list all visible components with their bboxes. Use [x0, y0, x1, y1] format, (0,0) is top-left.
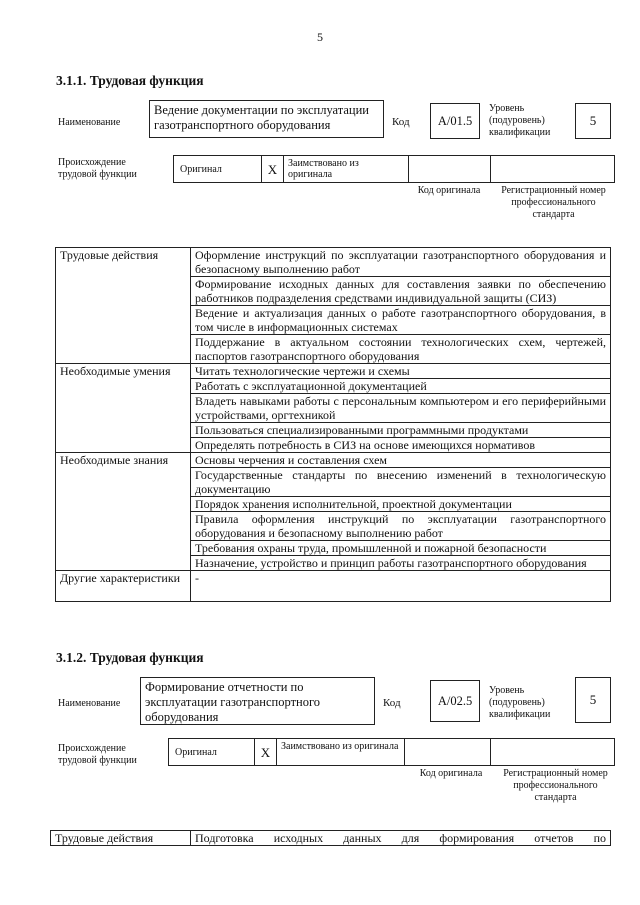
action-item: Подготовка исходных данных для формирования отчетов по: [191, 831, 611, 846]
reg-number-caption-2: Регистрационный номер профессионального стандарта: [503, 768, 608, 803]
skills-label: Необходимые умения: [56, 364, 191, 453]
function-details-table-2: [50, 830, 611, 846]
knowledge-item: Правила оформления инструкций по эксплуатации газотранспортного оборудования и безопасному выполнению работ: [191, 512, 611, 541]
original-cell-1: [174, 156, 262, 182]
reg-number-cell-1: [491, 156, 614, 182]
page-number: 5: [317, 30, 323, 44]
origin-label-2: Происхождение трудовой функции: [58, 743, 137, 766]
borrowed-label-2: Заимствовано из оригинала: [281, 741, 399, 752]
borrowed-cell-2: [277, 739, 405, 765]
original-cell-2: [169, 739, 255, 765]
skill-item: Определять потребность в СИЗ на основе имеющихся нормативов: [191, 438, 611, 453]
code-label-2: Код: [383, 697, 401, 709]
table-row: [56, 453, 611, 468]
knowledge-item: Требования охраны труда, промышленной и пожарной безопасности: [191, 541, 611, 556]
original-mark-cell-2: [255, 739, 277, 765]
action-item: Оформление инструкций по эксплуатации газотранспортного оборудования и безопасному выполнению работ: [191, 248, 611, 277]
name-label-1: Наименование: [58, 117, 121, 128]
code-value-2: A/02.5: [437, 693, 473, 708]
origin-row-2: [168, 738, 615, 766]
origin-label-1: Происхождение трудовой функции: [58, 157, 137, 180]
skill-item: Читать технологические чертежи и схемы: [191, 364, 611, 379]
original-mark-cell-1: [262, 156, 284, 182]
function-name-box-2: [140, 677, 375, 725]
table-row: [56, 364, 611, 379]
original-label-2: Оригинал: [175, 747, 217, 758]
other-value: -: [191, 571, 611, 602]
section-heading-1: 3.1.1. Трудовая функция: [56, 73, 204, 88]
knowledge-item: Порядок хранения исполнительной, проектной документации: [191, 497, 611, 512]
origin-code-caption-2: Код оригинала: [419, 768, 483, 779]
original-mark-1: X: [267, 161, 278, 177]
actions-label-2: Трудовые действия: [51, 831, 191, 846]
other-label: Другие характеристики: [56, 571, 191, 602]
original-label-1: Оригинал: [180, 164, 222, 175]
name-label-2: Наименование: [58, 698, 121, 709]
origin-code-cell-1: [409, 156, 491, 182]
action-item: Формирование исходных данных для составления заявки по обеспечению работников подразделения средствами индивидуальной защиты (СИЗ): [191, 277, 611, 306]
level-box-2: [575, 677, 611, 723]
skill-item: Пользоваться специализированными программными продуктами: [191, 423, 611, 438]
skill-item: Работать с эксплуатационной документацией: [191, 379, 611, 394]
table-row: [56, 571, 611, 602]
knowledge-item: Государственные стандарты по внесению изменений в технологическую документацию: [191, 468, 611, 497]
reg-number-cell-2: [491, 739, 614, 765]
code-label-1: Код: [392, 116, 410, 128]
origin-code-cell-2: [405, 739, 491, 765]
origin-row-1: [173, 155, 615, 183]
action-item: Поддержание в актуальном состоянии технологических схем, чертежей, паспортов газотранспортного оборудования: [191, 335, 611, 364]
knowledge-label: Необходимые знания: [56, 453, 191, 571]
original-mark-2: X: [260, 744, 271, 760]
level-value-1: 5: [589, 113, 597, 128]
level-value-2: 5: [589, 692, 597, 707]
knowledge-item: Основы черчения и составления схем: [191, 453, 611, 468]
function-name-1: Ведение документации по эксплуатации газотранспортного оборудования: [154, 103, 369, 132]
actions-label: Трудовые действия: [56, 248, 191, 364]
borrowed-label-1: Заимствовано из оригинала: [288, 158, 359, 180]
code-value-1: A/01.5: [437, 113, 473, 128]
reg-number-caption-1: Регистрационный номер профессионального стандарта: [501, 185, 606, 220]
function-details-table-1: [55, 247, 611, 602]
table-row: [56, 248, 611, 277]
code-box-1: [430, 103, 480, 139]
origin-code-caption-1: Код оригинала: [417, 185, 481, 196]
function-name-2: Формирование отчетности по эксплуатации газотранспортного оборудования: [145, 680, 321, 724]
level-box-1: [575, 103, 611, 139]
code-box-2: [430, 680, 480, 722]
section-heading-2: 3.1.2. Трудовая функция: [56, 650, 204, 665]
table-row: [51, 831, 611, 846]
borrowed-cell-1: [284, 156, 409, 182]
skill-item: Владеть навыками работы с персональным компьютером и его периферийными устройствами, оргтехникой: [191, 394, 611, 423]
level-label-2: Уровень (подуровень) квалификации: [489, 685, 551, 720]
function-name-box-1: [149, 100, 384, 138]
knowledge-item: Назначение, устройство и принцип работы газотранспортного оборудования: [191, 556, 611, 571]
level-label-1: Уровень (подуровень) квалификации: [489, 103, 551, 138]
action-item: Ведение и актуализация данных о работе газотранспортного оборудования, в том числе в информационных системах: [191, 306, 611, 335]
